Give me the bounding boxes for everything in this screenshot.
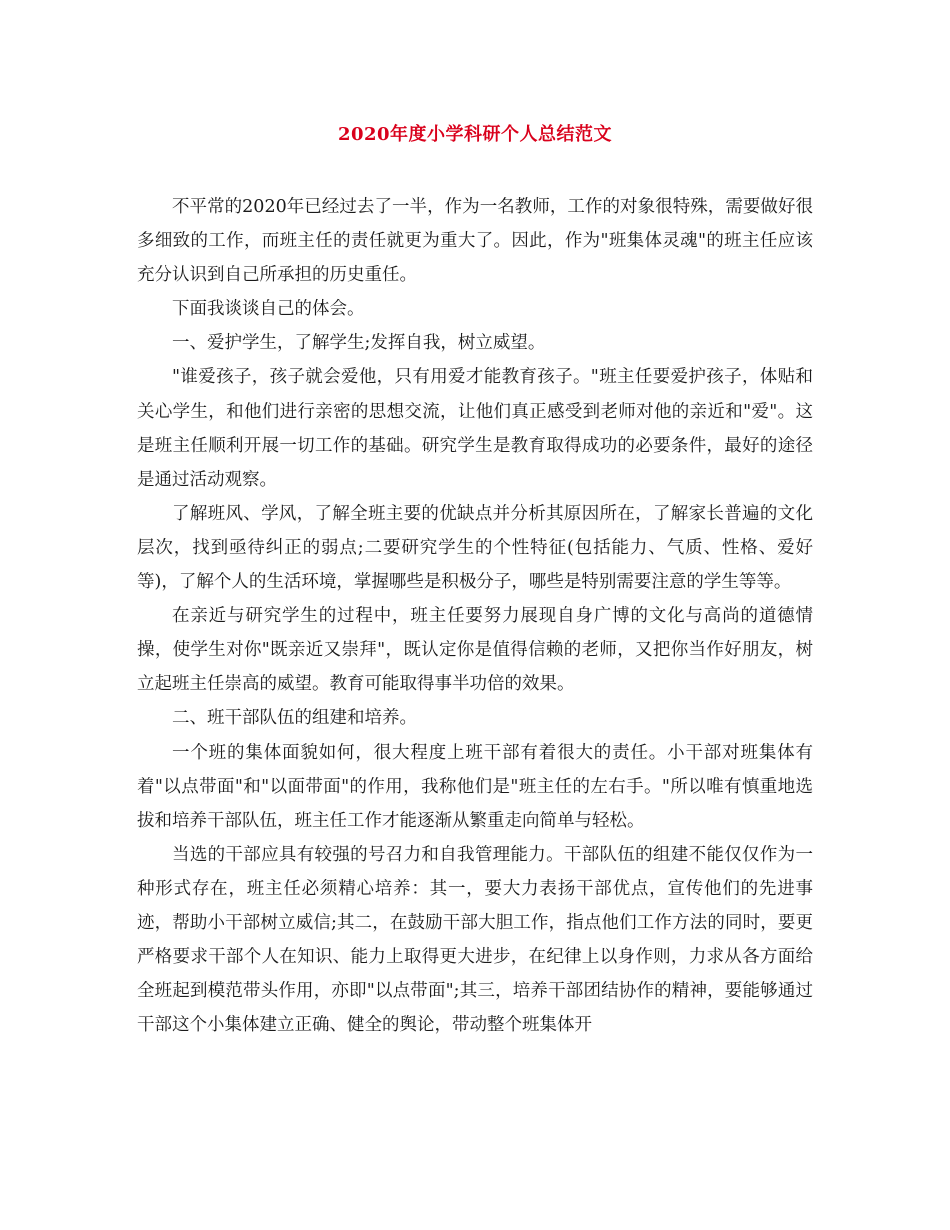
paragraph-cadre-training: 当选的干部应具有较强的号召力和自我管理能力。干部队伍的组建不能仅仅作为一种形式存在，班主任必须精心培养：其一，要大力表扬干部优点，宣传他们的先进事迹，帮助小干部树立威信;其二，在鼓励干部大胆工作，指点他们工作方法的同时，要更严格要求干部个人在知识、能力上取得更大进步，在纪律上以身作则，力求从各方面给全班起到模范带头作用，亦即"以点带面";其三，培养干部团结协作的精神，要能够通过干部这个小集体建立正确、健全的舆论，带动整个班集体开 <box>137 844 813 1036</box>
paragraph-love-students: "谁爱孩子，孩子就会爱他，只有用爱才能教育孩子。"班主任要爱护孩子，体贴和关心学生，和他们进行亲密的思想交流，让他们真正感受到老师对他的亲近和"爱"。这是班主任顺利开展一切工作的基础。研究学生是教育取得成功的必要条件，最好的途径是通过活动观察。 <box>137 367 813 490</box>
section-heading-2: 二、班干部队伍的组建和培养。 <box>172 708 417 729</box>
paragraph-prestige: 在亲近与研究学生的过程中，班主任要努力展现自身广博的文化与高尚的道德情操，使学生对你"既亲近又崇拜"，既认定你是值得信赖的老师，又把你当作好朋友，树立起班主任崇高的威望。教育可能取得事半功倍的效果。 <box>137 606 813 695</box>
document-body <box>137 190 813 1042</box>
paragraph-lead-in: 下面我谈谈自己的体会。 <box>172 299 365 320</box>
paragraph-class-cadres: 一个班的集体面貌如何，很大程度上班干部有着很大的责任。小干部对班集体有着"以点带面"和"以面带面"的作用，我称他们是"班主任的左右手。"所以唯有慎重地选拔和培养干部队伍，班主任工作才能逐渐从繁重走向简单与轻松。 <box>137 742 813 831</box>
paragraph-intro: 不平常的2020年已经过去了一半，作为一名教师，工作的对象很特殊，需要做好很多细致的工作，而班主任的责任就更为重大了。因此，作为"班集体灵魂"的班主任应该充分认识到自己所承担的历史重任。 <box>137 197 813 286</box>
paragraph-understand-class: 了解班风、学风，了解全班主要的优缺点并分析其原因所在，了解家长普遍的文化层次，找到亟待纠正的弱点;二要研究学生的个性特征(包括能力、气质、性格、爱好等)，了解个人的生活环境，掌握哪些是积极分子，哪些是特别需要注意的学生等等。 <box>137 503 813 593</box>
section-heading-1: 一、爱护学生，了解学生;发挥自我，树立威望。 <box>172 333 546 354</box>
document-title: 2020年度小学科研个人总结范文 <box>337 124 613 145</box>
